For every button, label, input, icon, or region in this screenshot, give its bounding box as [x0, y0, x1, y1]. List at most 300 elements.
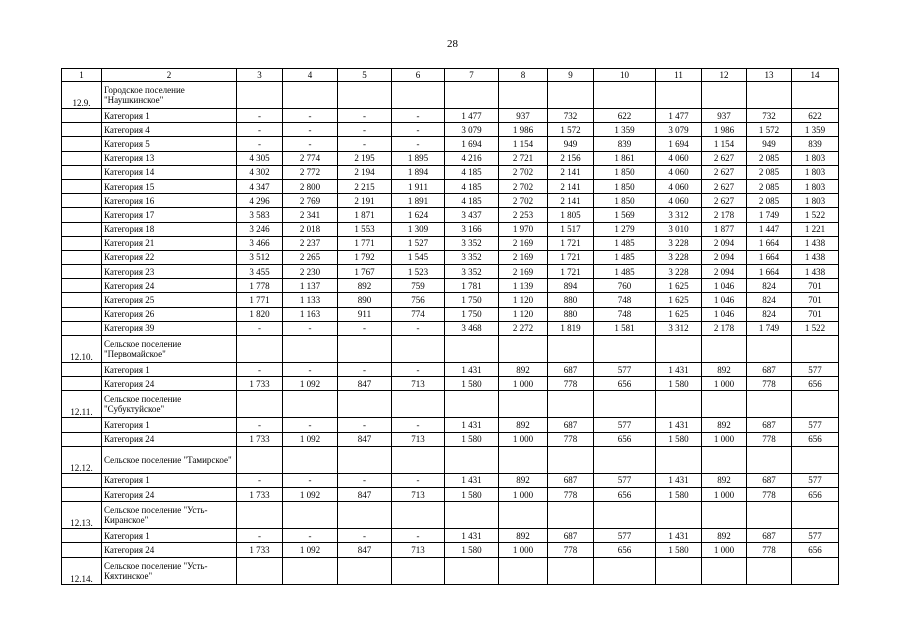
- tariff-table: [61, 68, 839, 585]
- column-header: 2: [102, 69, 237, 82]
- empty-cell: [338, 336, 392, 363]
- empty-cell: [392, 502, 445, 529]
- value-cell: 1 580: [656, 487, 702, 501]
- value-cell: 1 694: [656, 137, 702, 151]
- value-cell: 847: [338, 377, 392, 391]
- empty-cell: [62, 165, 102, 179]
- category-name: Категория 1: [102, 473, 237, 487]
- value-cell: 892: [702, 418, 747, 432]
- category-name: Категория 23: [102, 265, 237, 279]
- empty-cell: [62, 250, 102, 264]
- value-cell: 4 185: [445, 179, 499, 193]
- value-cell: 2 141: [548, 194, 594, 208]
- empty-cell: [62, 179, 102, 193]
- value-cell: 1 163: [283, 307, 338, 321]
- empty-cell: [237, 446, 283, 473]
- category-name: Категория 22: [102, 250, 237, 264]
- value-cell: -: [338, 363, 392, 377]
- empty-cell: [656, 336, 702, 363]
- value-cell: -: [283, 473, 338, 487]
- empty-cell: [445, 82, 499, 109]
- value-cell: 1 092: [283, 432, 338, 446]
- empty-cell: [445, 446, 499, 473]
- table-row: [62, 432, 839, 446]
- empty-cell: [62, 473, 102, 487]
- value-cell: 687: [548, 529, 594, 543]
- value-cell: 1 154: [499, 137, 548, 151]
- value-cell: -: [392, 321, 445, 335]
- value-cell: 713: [392, 377, 445, 391]
- value-cell: 4 060: [656, 179, 702, 193]
- value-cell: 577: [792, 418, 839, 432]
- empty-cell: [62, 432, 102, 446]
- value-cell: -: [392, 529, 445, 543]
- value-cell: 778: [747, 432, 792, 446]
- value-cell: 778: [548, 487, 594, 501]
- value-cell: 687: [548, 418, 594, 432]
- value-cell: 3 352: [445, 250, 499, 264]
- value-cell: 949: [747, 137, 792, 151]
- empty-cell: [747, 557, 792, 584]
- empty-cell: [62, 123, 102, 137]
- empty-cell: [792, 446, 839, 473]
- value-cell: 2 215: [338, 179, 392, 193]
- empty-cell: [283, 336, 338, 363]
- value-cell: 1 133: [283, 293, 338, 307]
- empty-cell: [747, 336, 792, 363]
- empty-cell: [283, 446, 338, 473]
- value-cell: 2 627: [702, 194, 747, 208]
- value-cell: 1 986: [702, 123, 747, 137]
- value-cell: 2 094: [702, 236, 747, 250]
- value-cell: 2 169: [499, 265, 548, 279]
- empty-cell: [747, 446, 792, 473]
- section-name: Сельское поселение "Усть-Кяхтинское": [102, 557, 237, 584]
- value-cell: 687: [548, 473, 594, 487]
- empty-cell: [594, 391, 656, 418]
- table-row: [62, 487, 839, 501]
- value-cell: 1 580: [656, 543, 702, 557]
- value-cell: 3 166: [445, 222, 499, 236]
- value-cell: 1 891: [392, 194, 445, 208]
- empty-cell: [338, 557, 392, 584]
- table-row: [62, 109, 839, 123]
- empty-cell: [656, 82, 702, 109]
- empty-cell: [62, 151, 102, 165]
- value-cell: 2 178: [702, 208, 747, 222]
- value-cell: 1 139: [499, 279, 548, 293]
- empty-cell: [62, 377, 102, 391]
- value-cell: 1 000: [702, 543, 747, 557]
- value-cell: 1 733: [237, 543, 283, 557]
- empty-cell: [445, 391, 499, 418]
- value-cell: 1 000: [702, 432, 747, 446]
- value-cell: 701: [792, 293, 839, 307]
- value-cell: 2 085: [747, 151, 792, 165]
- category-name: Категория 21: [102, 236, 237, 250]
- empty-cell: [237, 502, 283, 529]
- value-cell: -: [237, 363, 283, 377]
- empty-cell: [792, 502, 839, 529]
- value-cell: 2 702: [499, 194, 548, 208]
- value-cell: 1 572: [747, 123, 792, 137]
- value-cell: 1 664: [747, 236, 792, 250]
- value-cell: 892: [338, 279, 392, 293]
- empty-cell: [338, 82, 392, 109]
- empty-cell: [62, 529, 102, 543]
- value-cell: -: [283, 321, 338, 335]
- value-cell: 1 781: [445, 279, 499, 293]
- value-cell: 1 000: [499, 487, 548, 501]
- table-row: [62, 321, 839, 335]
- value-cell: 1 431: [656, 473, 702, 487]
- value-cell: 687: [747, 529, 792, 543]
- value-cell: 880: [548, 293, 594, 307]
- value-cell: 1 092: [283, 377, 338, 391]
- value-cell: 3 246: [237, 222, 283, 236]
- value-cell: 1 553: [338, 222, 392, 236]
- section-name: Сельское поселение "Субуктуйское": [102, 391, 237, 418]
- section-row: [62, 502, 839, 529]
- value-cell: 701: [792, 307, 839, 321]
- value-cell: 892: [499, 363, 548, 377]
- value-cell: 577: [594, 363, 656, 377]
- value-cell: 3 468: [445, 321, 499, 335]
- value-cell: 1 221: [792, 222, 839, 236]
- empty-cell: [594, 446, 656, 473]
- category-name: Категория 26: [102, 307, 237, 321]
- value-cell: 1 850: [594, 194, 656, 208]
- empty-cell: [237, 557, 283, 584]
- table-row: [62, 265, 839, 279]
- value-cell: 4 302: [237, 165, 283, 179]
- table-row: [62, 279, 839, 293]
- column-header: 5: [338, 69, 392, 82]
- table-row: [62, 418, 839, 432]
- value-cell: 3 437: [445, 208, 499, 222]
- value-cell: 1 120: [499, 307, 548, 321]
- value-cell: 1 580: [656, 432, 702, 446]
- value-cell: 847: [338, 432, 392, 446]
- value-cell: 687: [747, 418, 792, 432]
- category-name: Категория 16: [102, 194, 237, 208]
- empty-cell: [237, 391, 283, 418]
- value-cell: 577: [594, 473, 656, 487]
- value-cell: 2 627: [702, 179, 747, 193]
- value-cell: 2 094: [702, 250, 747, 264]
- value-cell: 656: [594, 432, 656, 446]
- empty-cell: [548, 336, 594, 363]
- value-cell: -: [283, 363, 338, 377]
- value-cell: 2 085: [747, 194, 792, 208]
- value-cell: 1 279: [594, 222, 656, 236]
- value-cell: 1 749: [747, 321, 792, 335]
- category-name: Категория 4: [102, 123, 237, 137]
- value-cell: 892: [702, 363, 747, 377]
- value-cell: 1 000: [702, 377, 747, 391]
- value-cell: 778: [548, 543, 594, 557]
- empty-cell: [548, 391, 594, 418]
- value-cell: 2 085: [747, 179, 792, 193]
- value-cell: 656: [594, 543, 656, 557]
- empty-cell: [62, 222, 102, 236]
- empty-cell: [62, 109, 102, 123]
- value-cell: 937: [499, 109, 548, 123]
- table-row: [62, 377, 839, 391]
- value-cell: 1 580: [445, 487, 499, 501]
- value-cell: 2 230: [283, 265, 338, 279]
- value-cell: 656: [594, 377, 656, 391]
- value-cell: -: [237, 137, 283, 151]
- table-row: [62, 473, 839, 487]
- category-name: Категория 15: [102, 179, 237, 193]
- value-cell: 2 702: [499, 179, 548, 193]
- table-row: [62, 529, 839, 543]
- value-cell: 4 347: [237, 179, 283, 193]
- empty-cell: [62, 418, 102, 432]
- value-cell: 1 580: [445, 377, 499, 391]
- column-header: 10: [594, 69, 656, 82]
- empty-cell: [62, 307, 102, 321]
- empty-cell: [792, 391, 839, 418]
- category-name: Категория 24: [102, 543, 237, 557]
- header-row: [62, 69, 839, 82]
- table-row: [62, 151, 839, 165]
- value-cell: 1 431: [656, 363, 702, 377]
- value-cell: 880: [548, 307, 594, 321]
- value-cell: 839: [594, 137, 656, 151]
- empty-cell: [499, 446, 548, 473]
- value-cell: 824: [747, 307, 792, 321]
- empty-cell: [499, 502, 548, 529]
- value-cell: 4 185: [445, 194, 499, 208]
- empty-cell: [283, 391, 338, 418]
- empty-cell: [594, 336, 656, 363]
- category-name: Категория 13: [102, 151, 237, 165]
- section-name: Сельское поселение "Тамирское": [102, 446, 237, 473]
- value-cell: 2 702: [499, 165, 548, 179]
- empty-cell: [62, 194, 102, 208]
- value-cell: 1 447: [747, 222, 792, 236]
- value-cell: 3 010: [656, 222, 702, 236]
- empty-cell: [392, 557, 445, 584]
- value-cell: 1 721: [548, 236, 594, 250]
- empty-cell: [392, 82, 445, 109]
- empty-cell: [338, 446, 392, 473]
- value-cell: 1 431: [656, 418, 702, 432]
- value-cell: 656: [792, 487, 839, 501]
- value-cell: 2 191: [338, 194, 392, 208]
- value-cell: 778: [747, 487, 792, 501]
- value-cell: 1 438: [792, 250, 839, 264]
- value-cell: 1 359: [594, 123, 656, 137]
- table-row: [62, 137, 839, 151]
- value-cell: -: [237, 109, 283, 123]
- value-cell: 1 733: [237, 377, 283, 391]
- empty-cell: [702, 502, 747, 529]
- empty-cell: [392, 446, 445, 473]
- value-cell: 2 627: [702, 165, 747, 179]
- value-cell: 3 079: [445, 123, 499, 137]
- value-cell: 1 625: [656, 293, 702, 307]
- value-cell: 892: [702, 529, 747, 543]
- value-cell: 687: [747, 473, 792, 487]
- value-cell: 949: [548, 137, 594, 151]
- value-cell: 687: [548, 363, 594, 377]
- value-cell: -: [338, 321, 392, 335]
- value-cell: 1 569: [594, 208, 656, 222]
- category-name: Категория 24: [102, 377, 237, 391]
- section-code: 12.13.: [62, 502, 102, 529]
- empty-cell: [548, 557, 594, 584]
- value-cell: 892: [499, 529, 548, 543]
- empty-cell: [338, 502, 392, 529]
- value-cell: 701: [792, 279, 839, 293]
- empty-cell: [548, 82, 594, 109]
- category-name: Категория 1: [102, 363, 237, 377]
- empty-cell: [283, 82, 338, 109]
- empty-cell: [283, 557, 338, 584]
- value-cell: -: [283, 123, 338, 137]
- value-cell: 774: [392, 307, 445, 321]
- category-name: Категория 18: [102, 222, 237, 236]
- value-cell: 687: [747, 363, 792, 377]
- section-row: [62, 336, 839, 363]
- empty-cell: [62, 321, 102, 335]
- empty-cell: [656, 502, 702, 529]
- value-cell: 1 778: [237, 279, 283, 293]
- value-cell: -: [338, 109, 392, 123]
- value-cell: 1 767: [338, 265, 392, 279]
- value-cell: 778: [747, 543, 792, 557]
- value-cell: 1 664: [747, 265, 792, 279]
- value-cell: -: [392, 123, 445, 137]
- empty-cell: [392, 336, 445, 363]
- value-cell: 824: [747, 293, 792, 307]
- value-cell: 1 805: [548, 208, 594, 222]
- category-name: Категория 24: [102, 487, 237, 501]
- value-cell: 1 522: [792, 208, 839, 222]
- category-name: Категория 39: [102, 321, 237, 335]
- value-cell: 2 094: [702, 265, 747, 279]
- value-cell: 937: [702, 109, 747, 123]
- empty-cell: [392, 391, 445, 418]
- value-cell: 1 820: [237, 307, 283, 321]
- section-row: [62, 391, 839, 418]
- empty-cell: [594, 82, 656, 109]
- value-cell: 1 477: [445, 109, 499, 123]
- value-cell: 3 079: [656, 123, 702, 137]
- value-cell: 1 733: [237, 432, 283, 446]
- value-cell: 2 253: [499, 208, 548, 222]
- empty-cell: [656, 391, 702, 418]
- category-name: Категория 1: [102, 418, 237, 432]
- value-cell: 1 792: [338, 250, 392, 264]
- value-cell: 1 154: [702, 137, 747, 151]
- empty-cell: [499, 391, 548, 418]
- section-row: [62, 82, 839, 109]
- value-cell: 3 312: [656, 208, 702, 222]
- value-cell: 3 312: [656, 321, 702, 335]
- value-cell: 839: [792, 137, 839, 151]
- value-cell: 2 194: [338, 165, 392, 179]
- value-cell: 577: [594, 418, 656, 432]
- value-cell: 756: [392, 293, 445, 307]
- empty-cell: [747, 391, 792, 418]
- empty-cell: [62, 137, 102, 151]
- value-cell: 1 523: [392, 265, 445, 279]
- empty-cell: [747, 502, 792, 529]
- section-name: Сельское поселение "Усть-Киранское": [102, 502, 237, 529]
- value-cell: 4 185: [445, 165, 499, 179]
- value-cell: 1 871: [338, 208, 392, 222]
- value-cell: 2 141: [548, 179, 594, 193]
- value-cell: 577: [792, 529, 839, 543]
- value-cell: -: [283, 109, 338, 123]
- value-cell: -: [338, 418, 392, 432]
- value-cell: 2 141: [548, 165, 594, 179]
- value-cell: -: [283, 529, 338, 543]
- empty-cell: [792, 336, 839, 363]
- table-row: [62, 208, 839, 222]
- value-cell: 732: [747, 109, 792, 123]
- value-cell: 577: [792, 473, 839, 487]
- value-cell: 1 485: [594, 265, 656, 279]
- value-cell: 656: [792, 432, 839, 446]
- value-cell: 3 455: [237, 265, 283, 279]
- table-row: [62, 293, 839, 307]
- value-cell: 1 000: [499, 377, 548, 391]
- value-cell: 1 803: [792, 179, 839, 193]
- empty-cell: [792, 557, 839, 584]
- empty-cell: [499, 557, 548, 584]
- empty-cell: [747, 82, 792, 109]
- value-cell: 1 431: [445, 529, 499, 543]
- value-cell: 3 352: [445, 265, 499, 279]
- table-row: [62, 194, 839, 208]
- value-cell: 1 895: [392, 151, 445, 165]
- column-header: 3: [237, 69, 283, 82]
- value-cell: 1 803: [792, 194, 839, 208]
- value-cell: 2 265: [283, 250, 338, 264]
- value-cell: 2 721: [499, 151, 548, 165]
- category-name: Категория 25: [102, 293, 237, 307]
- value-cell: 1 092: [283, 543, 338, 557]
- value-cell: -: [392, 473, 445, 487]
- empty-cell: [62, 487, 102, 501]
- value-cell: 1 517: [548, 222, 594, 236]
- value-cell: 1 527: [392, 236, 445, 250]
- section-code: 12.14.: [62, 557, 102, 584]
- value-cell: 1 545: [392, 250, 445, 264]
- column-header: 1: [62, 69, 102, 82]
- value-cell: 748: [594, 307, 656, 321]
- empty-cell: [499, 82, 548, 109]
- value-cell: 2 018: [283, 222, 338, 236]
- value-cell: 824: [747, 279, 792, 293]
- category-name: Категория 1: [102, 109, 237, 123]
- empty-cell: [548, 502, 594, 529]
- value-cell: 748: [594, 293, 656, 307]
- value-cell: -: [392, 363, 445, 377]
- value-cell: -: [392, 137, 445, 151]
- value-cell: 622: [792, 109, 839, 123]
- value-cell: 759: [392, 279, 445, 293]
- value-cell: 2 769: [283, 194, 338, 208]
- table-row: [62, 179, 839, 193]
- section-row: [62, 557, 839, 584]
- value-cell: 892: [702, 473, 747, 487]
